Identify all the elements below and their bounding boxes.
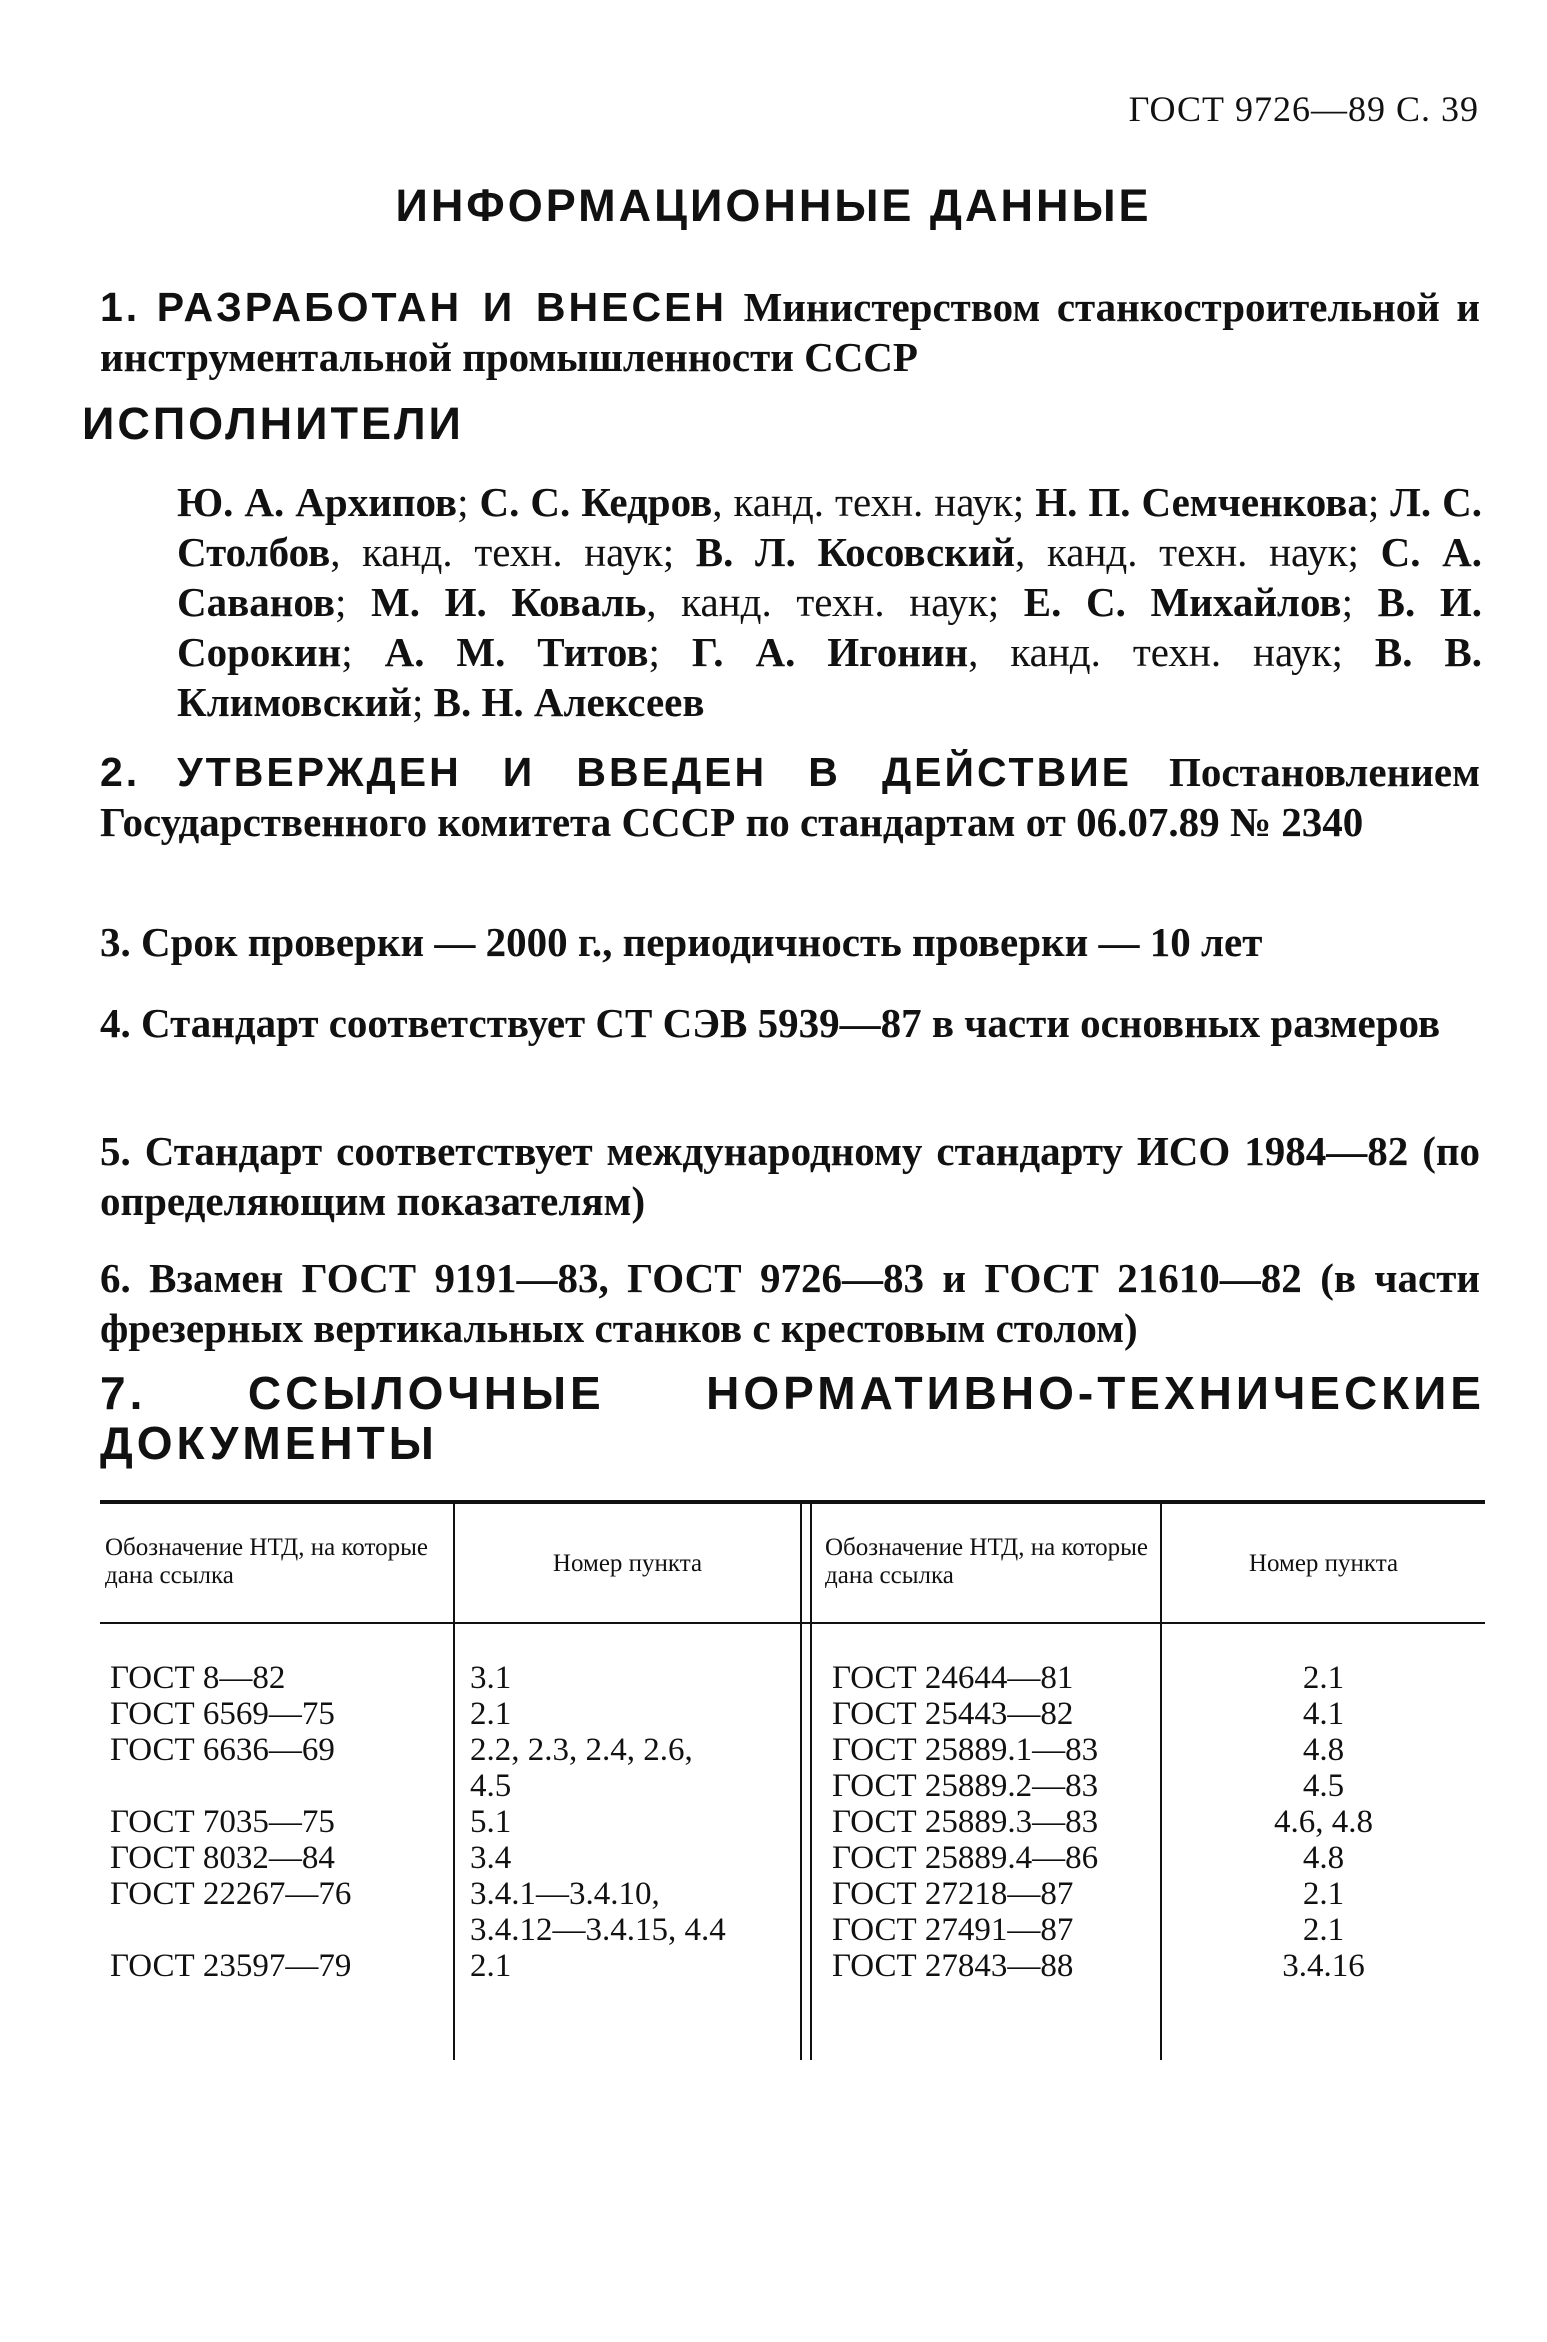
performer-separator: ; (1367, 479, 1391, 525)
item-4: 4. Стандарт соответствует СТ СЭВ 5939—87 в части основных размеров (100, 1000, 1441, 1046)
performers-list (177, 477, 1482, 727)
performer-separator: ; (457, 479, 480, 525)
performer-name: Г. А. Игонин (691, 629, 969, 675)
item-1-heading: РАЗРАБОТАН И ВНЕСЕН (156, 284, 728, 330)
header-doc-right: Обозначение НТД, на которые дана ссылка (825, 1534, 1148, 1589)
right-clauses-column: 2.1 4.1 4.8 4.5 4.6, 4.8 4.8 2.1 2.1 3.4.16 (1274, 1660, 1373, 1984)
item-1 (100, 282, 1480, 382)
table-divider-2b (810, 1504, 812, 2060)
item-2-heading: УТВЕРЖДЕН И ВВЕДЕН В ДЕЙСТВИЕ (177, 749, 1133, 795)
item-2 (100, 747, 1480, 847)
performer-name: С. С. Кедров (479, 479, 713, 525)
page-header: ГОСТ 9726—89 С. 39 (1128, 89, 1479, 129)
left-clauses-column: 3.1 2.1 2.2, 2.3, 2.4, 2.6, 4.5 5.1 3.4 3.4.1—3.4.10, 3.4.12—3.4.15, 4.4 2.1 (470, 1660, 726, 1984)
performer-name: В. И. Сорокин (177, 579, 1482, 675)
performer-separator: ; (1347, 529, 1381, 575)
performer-name: Е. С. Михайлов (1023, 579, 1342, 625)
item-3: 3. Срок проверки — 2000 г., периодичность проверки — 10 лет (100, 919, 1263, 965)
performer-name: Ю. А. Архипов (177, 479, 458, 525)
performer-name: А. М. Титов (384, 629, 649, 675)
performer-degree: , канд. техн. наук (646, 579, 988, 625)
performer-name: В. В. Климовский (177, 629, 1482, 725)
performers-heading: ИСПОЛНИТЕЛИ (82, 398, 464, 449)
performer-degree: , канд. техн. наук (712, 479, 1013, 525)
performer-separator: ; (335, 579, 372, 625)
header-doc-left: Обозначение НТД, на которые дана ссылка (105, 1534, 428, 1589)
performer-separator: ; (1341, 579, 1378, 625)
performer-name: В. Н. Алексеев (433, 679, 705, 725)
item-2-text: Постановлением Государственного комитета СССР по стандартам от 06.07.89 № 2340 (100, 749, 1481, 845)
left-docs-column: ГОСТ 8—82 ГОСТ 6569—75 ГОСТ 6636—69 ГОСТ 7035—75 ГОСТ 8032—84 ГОСТ 22267—76 ГОСТ 23597—79 (110, 1660, 352, 1984)
performer-degree: , канд. техн. наук (330, 529, 663, 575)
header-clause-left: Номер пункта (552, 1550, 703, 1577)
table-divider-1 (453, 1504, 455, 2060)
performer-name: В. Л. Косовский (695, 529, 1016, 575)
performer-degree: , канд. техн. наук (1015, 529, 1348, 575)
item-2-number: 2. (100, 749, 141, 795)
item-1-number: 1. (100, 284, 141, 330)
table-divider-2a (800, 1504, 802, 2060)
right-docs-column: ГОСТ 24644—81 ГОСТ 25443—82 ГОСТ 25889.1—83 ГОСТ 25889.2—83 ГОСТ 25889.3—83 ГОСТ 25889.4—86 ГОСТ 27218—87 ГОСТ 27491—87 ГОСТ 27843—88 (832, 1660, 1099, 1984)
table-header-rule (100, 1622, 1485, 1624)
performer-separator: ; (1331, 629, 1375, 675)
performer-separator: ; (341, 629, 385, 675)
performer-name: М. И. Коваль (371, 579, 647, 625)
performer-name: Л. С. Столбов (177, 479, 1482, 575)
performer-degree: , канд. техн. наук (968, 629, 1332, 675)
item-1-text: Министерством станкостроительной и инструментальной промышленности СССР (100, 284, 1481, 380)
header-clause-right: Номер пункта (1248, 1550, 1399, 1577)
performer-separator: ; (987, 579, 1024, 625)
table-top-rule (100, 1500, 1485, 1504)
item-5: 5. Стандарт соответствует международному стандарту ИСО 1984—82 (по определяющим показателям) (100, 1128, 1480, 1224)
performer-separator: ; (648, 629, 692, 675)
performer-name: С. А. Саванов (177, 529, 1482, 625)
item-6: 6. Взамен ГОСТ 9191—83, ГОСТ 9726—83 и ГОСТ 21610—82 (в части фрезерных вертикальных станков с крестовым столом) (100, 1255, 1480, 1351)
performer-separator: ; (1012, 479, 1036, 525)
item-7-heading: 7. ССЫЛОЧНЫЕ НОРМАТИВНО-ТЕХНИЧЕСКИЕ ДОКУМЕНТЫ (100, 1367, 1485, 1469)
page-title: ИНФОРМАЦИОННЫЕ ДАННЫЕ (395, 180, 1152, 231)
performer-name: Н. П. Семченкова (1035, 479, 1368, 525)
performer-separator: ; (411, 679, 434, 725)
references-table (100, 1500, 1485, 2080)
performer-separator: ; (662, 529, 696, 575)
